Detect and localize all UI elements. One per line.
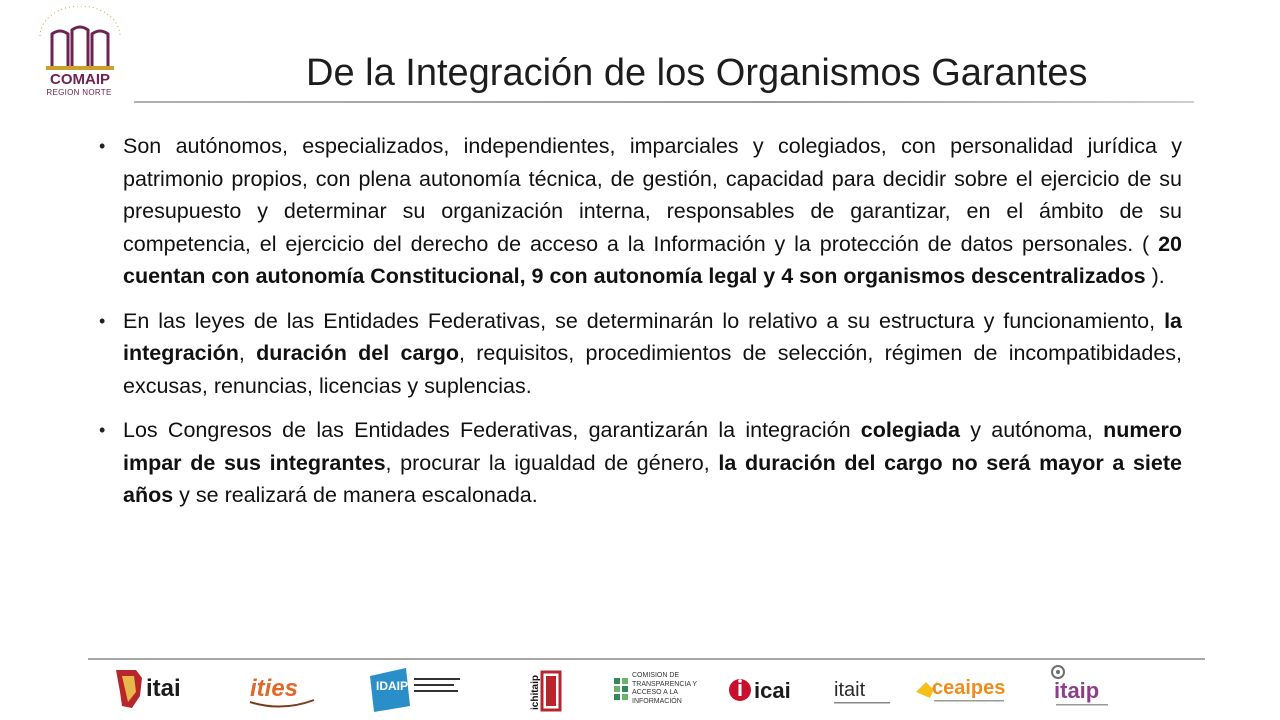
page-title: De la Integración de los Organismos Garantes <box>306 52 1088 94</box>
bullet-dot-icon: • <box>99 310 106 331</box>
itait-label: itait <box>834 679 866 701</box>
bold-text: la integración <box>123 308 1182 365</box>
ceaipes-logo <box>912 662 1016 716</box>
comaip-name: COMAIP <box>50 71 110 88</box>
ichitaip-label: ichitaip <box>530 674 541 710</box>
bullet-list <box>98 130 1182 524</box>
itaip-label: itaip <box>1054 678 1100 703</box>
body-text: En las leyes de las Entidades Federativas, se determinarán lo relativo a su estructura y funcionamiento, <box>123 308 1165 333</box>
bullet-item <box>98 130 1182 293</box>
bold-text: numero impar de sus integrantes <box>123 418 1182 475</box>
body-text: , procurar la igualdad de género, <box>385 450 719 475</box>
itai-logo <box>112 662 198 716</box>
ichitaip-logo <box>520 662 570 716</box>
ities-label: ities <box>250 675 299 702</box>
body-text: y se realizará de manera escalonada. <box>173 483 538 507</box>
bold-text: colegiada <box>860 418 960 442</box>
body-text: , <box>238 341 257 365</box>
body-text: ). <box>1145 264 1165 288</box>
body-text: Los Congresos de las Entidades Federativas, garantizarán la integración <box>123 418 861 442</box>
bullet-dot-icon: • <box>99 136 106 156</box>
itai-label: itai <box>146 675 181 702</box>
body-text: , requisitos, procedimientos de selección, régimen de incompatibidades, excusas, renuncias, licencias y suplencias. <box>123 341 1182 398</box>
bullet-item <box>98 414 1182 512</box>
body-text: Son autónomos, especializados, independientes, imparciales y colegiados, con personalidad jurídica y patrimonio propios, con plena autonomía técnica, de gestión, capacidad para decidir sobre el ejercicio de su presupuesto y determinar su organización interna, responsables de garantizar, en el ámbito de su competencia, el ejercicio del derecho de acceso a la Información y la protección de datos personales. ( <box>123 134 1182 256</box>
footer-logo-strip <box>104 662 1164 716</box>
bold-text: duración del cargo <box>256 341 460 365</box>
ceaipes-label: ceaipes <box>932 677 1006 699</box>
itaip-logo <box>1044 662 1124 716</box>
region-label: REGION NORTE <box>46 88 112 97</box>
icai-logo <box>726 662 802 716</box>
body-text: y autónoma, <box>959 418 1104 442</box>
title-divider <box>134 101 1194 103</box>
comision-transparencia-logo <box>612 662 712 716</box>
bullet-dot-icon: • <box>99 420 106 440</box>
bullet-item <box>98 305 1182 403</box>
bold-text: 20 cuentan con autonomía Constitucional, 9 con autonomía legal y 4 son organismos descentralizados <box>123 231 1182 288</box>
footer-divider <box>88 658 1205 660</box>
ities-logo <box>244 662 320 716</box>
icai-label: icai <box>754 678 791 703</box>
bold-text: la duración del cargo no será mayor a siete años <box>123 450 1182 507</box>
comision-label: COMISIÓN DE TRANSPARENCIA Y ACCESO A LA INFORMACIÓN <box>632 672 697 705</box>
idaip-logo <box>366 662 464 716</box>
idaip-label: IDAIP <box>376 679 409 693</box>
itait-logo <box>828 662 898 716</box>
